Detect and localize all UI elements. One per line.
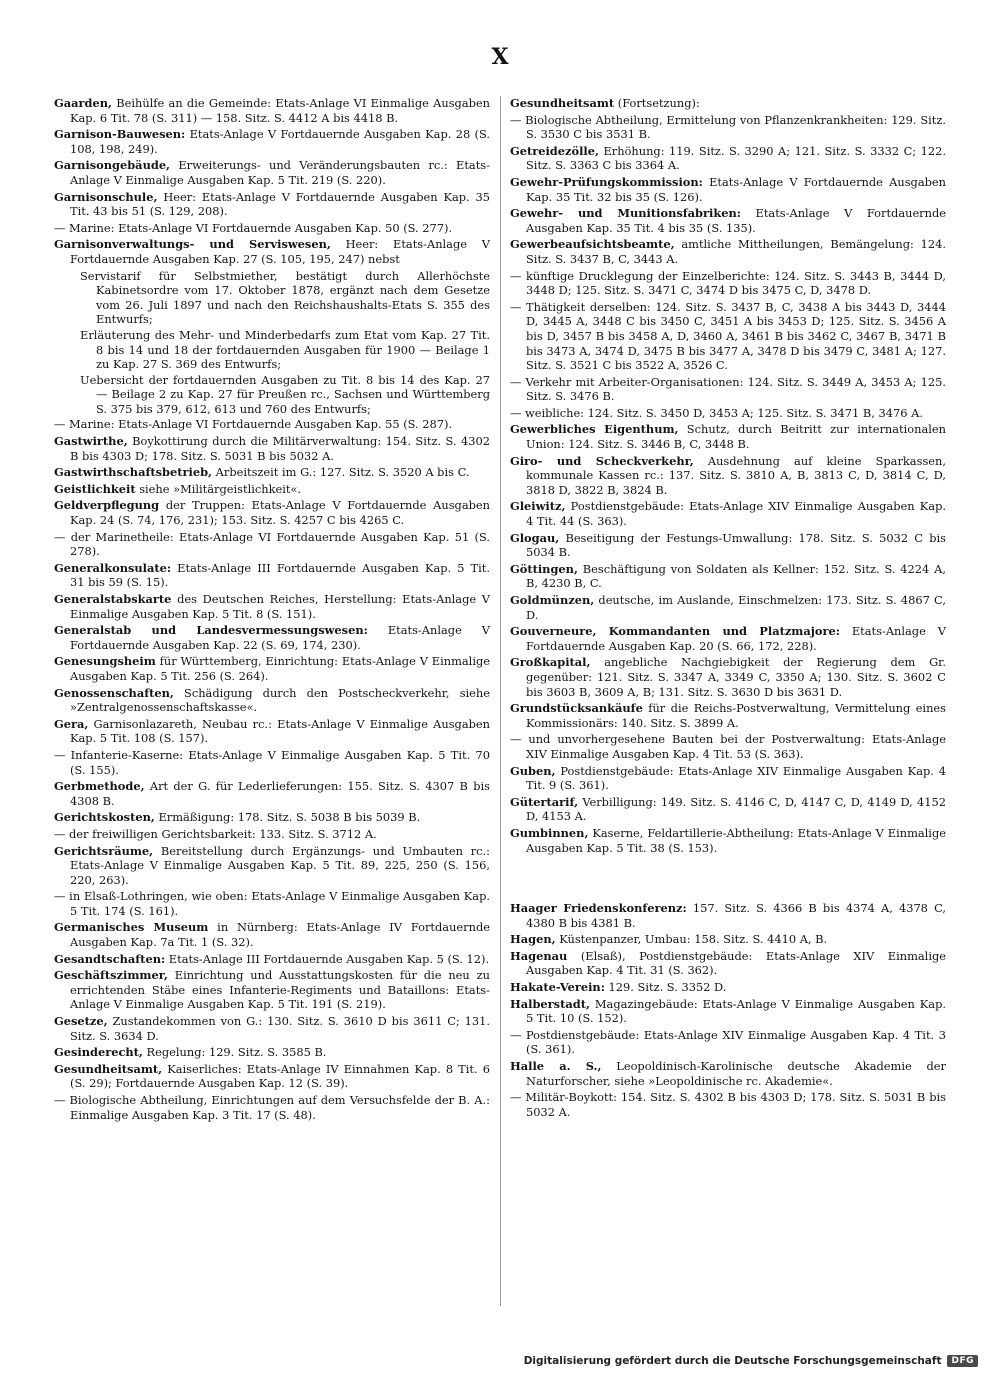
entry-text: des Deutschen Reiches, Herstellung: Etats-Anlage V Einmalige Ausgaben Kap. 5 Tit. 8 (S. 151). — [70, 592, 490, 621]
entry-headword: Geldverpflegung — [54, 498, 160, 513]
entry-text: Küstenpanzer, Umbau: 158. Sitz. S. 4410 A, B. — [555, 932, 828, 947]
entry-headword: Haager Friedenskonferenz: — [510, 901, 687, 916]
entry-text: Erläuterung des Mehr- und Minderbedarfs zum Etat vom Kap. 27 Tit. 8 bis 14 und 18 der fortdauernden Ausgaben für 1900 — Beilage 1 zu Kap. 27 S. 369 des Entwurfs; — [80, 327, 490, 372]
index-entry — [54, 654, 490, 683]
index-entry — [54, 748, 490, 777]
entry-text: Ausdehnung auf kleine Sparkassen, kommunale Kassen rc.: 137. Sitz. S. 3810 A, B, 3813 C, D, 3814 C, D, 3818 D, 3822 B, 3824 B. — [526, 453, 946, 497]
entry-text: — Verkehr mit Arbeiter-Organisationen: 124. Sitz. S. 3449 A, 3453 A; 125. Sitz. S. 3476 B. — [510, 374, 946, 404]
entry-headword: Geschäftszimmer, — [54, 968, 168, 983]
entry-headword: Gumbinnen, — [510, 825, 589, 840]
entry-headword: Hagen, — [510, 932, 556, 947]
index-entry — [510, 96, 946, 111]
entry-headword: Generalkonsulate: — [54, 560, 172, 575]
column-divider — [500, 96, 501, 1306]
page-letter: X — [491, 44, 509, 70]
entry-text: — Biologische Abtheilung, Einrichtungen auf dem Versuchsfelde der B. A.: Einmalige Ausgaben Kap. 3 Tit. 17 (S. 48). — [54, 1093, 490, 1122]
index-entry — [54, 127, 490, 156]
index-entry — [510, 454, 946, 498]
entry-text: Servistarif für Selbstmiether, bestätigt durch Allerhöchste Kabinetsordre vom 17. Oktober 1878, ergänzt nach dem Gesetze vom 26. Juli 1897 und nach den Reichshaushalts-Etats S. 355 des Entwurfs; — [80, 268, 490, 327]
entry-text: — weibliche: 124. Sitz. S. 3450 D, 3453 A; 125. Sitz. S. 3471 B, 3476 A. — [510, 405, 923, 420]
index-entry — [54, 779, 490, 808]
index-entry — [54, 269, 490, 327]
index-entry — [54, 1045, 490, 1060]
entry-text: Zustandekommen von G.: 130. Sitz. S. 3610 D bis 3611 C; 131. Sitz. S. 3634 D. — [70, 1014, 490, 1043]
entry-text: Leopoldinisch-Karolinische deutsche Akademie der Naturforscher, siehe »Leopoldinische rc. Akademie«. — [526, 1059, 946, 1088]
entry-text: siehe »Militärgeistlichkeit«. — [135, 481, 302, 496]
index-entry — [510, 826, 946, 855]
index-entry — [510, 624, 946, 653]
entry-text: Etats-Anlage III Fortdauernde Ausgaben Kap. 5 (S. 12). — [165, 951, 490, 966]
entry-text: — der freiwilligen Gerichtsbarkeit: 133. Sitz. S. 3712 A. — [54, 826, 377, 841]
index-column-right — [510, 96, 946, 1121]
entry-headword: Hagenau — [510, 948, 568, 963]
entry-headword: Genesungsheim — [54, 654, 156, 669]
index-entry — [510, 732, 946, 761]
entry-text: für die Reichs-Postverwaltung, Vermittelung eines Kommissionärs: 140. Sitz. S. 3899 A. — [526, 701, 946, 730]
entry-headword: Gerichtskosten, — [54, 810, 155, 825]
index-entry — [54, 623, 490, 652]
entry-headword: Grundstücksankäufe — [510, 701, 643, 716]
entry-headword: Gastwirthe, — [54, 434, 128, 449]
entry-headword: Gerbmethode, — [54, 779, 145, 794]
entry-text: — und unvorhergesehene Bauten bei der Postverwaltung: Etats-Anlage XIV Einmalige Ausgaben Kap. 4 Tit. 53 (S. 363). — [510, 732, 946, 761]
entry-text: — Thätigkeit derselben: 124. Sitz. S. 3437 B, C, 3438 A bis 3443 D, 3444 D, 3445 A, 3448 C bis 3450 C, 3451 A bis 3453 D; 125. Sitz. S. 3456 A bis D, 3457 B bis 3458 A, D, 3460 A, 3461 B bis 3462 C, 3467 B, 3471 B bis 3473 A, 3474 D, 3475 B bis 3477 A, 3478 D bis 3479 C, 3481 A; 127. Sitz. S. 3521 C bis 3522 A, 3526 C. — [510, 299, 946, 373]
letter-gap — [510, 857, 946, 901]
index-entry — [54, 465, 490, 480]
entry-headword: Goldmünzen, — [510, 593, 595, 607]
entry-text: — Militär-Boykott: 154. Sitz. S. 4302 B bis 4303 D; 178. Sitz. S. 5031 B bis 5032 A. — [510, 1090, 946, 1119]
entry-text: für Württemberg, Einrichtung: Etats-Anlage V Einmalige Ausgaben Kap. 5 Tit. 256 (S. 264). — [70, 654, 490, 683]
entry-text: Magazingebäude: Etats-Anlage V Einmalige Ausgaben Kap. 5 Tit. 10 (S. 152). — [526, 996, 946, 1026]
entry-text: angebliche Nachgiebigkeit der Regierung dem Gr. gegenüber: 121. Sitz. S. 3347 A, 3349 C, 3350 A; 130. Sitz. S. 3602 C bis 3603 B, 3609 A, B; 131. Sitz. S. 3630 D bis 3631 D. — [526, 655, 946, 699]
index-entry — [54, 328, 490, 372]
entry-headword: Generalstabskarte — [54, 592, 172, 606]
index-entry — [510, 901, 946, 930]
index-entry — [510, 175, 946, 204]
entry-text: Art der G. für Lederlieferungen: 155. Sitz. S. 4307 B bis 4308 B. — [70, 779, 490, 808]
index-entry — [510, 980, 946, 995]
entry-text: — Infanterie-Kaserne: Etats-Anlage V Einmalige Ausgaben Kap. 5 Tit. 70 (S. 155). — [54, 747, 490, 777]
index-entry — [510, 997, 946, 1026]
index-entry — [510, 237, 946, 266]
entry-text: Erhöhung: 119. Sitz. S. 3290 A; 121. Sitz. S. 3332 C; 122. Sitz. S. 3363 C bis 3364 A. — [526, 143, 946, 173]
entry-text: Arbeitszeit im G.: 127. Sitz. S. 3520 A bis C. — [212, 465, 470, 480]
index-entry — [54, 592, 490, 621]
entry-text: Etats-Anlage V Fortdauernde Ausgaben Kap. 20 (S. 66, 172, 228). — [526, 624, 947, 653]
entry-headword: Gesundheitsamt, — [54, 1061, 163, 1076]
index-entry — [510, 1028, 946, 1057]
index-entry — [510, 113, 946, 142]
index-entry — [510, 655, 946, 699]
entry-text: der Truppen: Etats-Anlage V Fortdauernde Ausgaben Kap. 24 (S. 74, 176, 231); 153. Sitz. S. 4257 C bis 4265 C. — [70, 498, 490, 528]
index-entry — [54, 96, 490, 125]
entry-headword: Garnison-Bauwesen: — [54, 127, 186, 142]
entry-headword: Guben, — [510, 763, 556, 778]
entry-text: (Fortsetzung): — [614, 96, 700, 110]
index-entry — [54, 920, 490, 949]
index-entry — [54, 844, 490, 888]
entry-text: Einrichtung und Ausstattungskosten für die neu zu errichtenden Stäbe eines Infanterie-Regiments und Bataillons: Etats-Anlage V Einmalige Ausgaben Kap. 5 Tit. 191 (S. 219). — [70, 968, 490, 1012]
index-entry — [510, 300, 946, 373]
index-entry — [510, 1059, 946, 1088]
entry-text: Etats-Anlage V Fortdauernde Ausgaben Kap. 35 Tit. 4 bis 35 (S. 135). — [526, 206, 946, 235]
index-entry — [54, 1062, 490, 1091]
entry-headword: Generalstab und Landesvermessungswesen: — [54, 623, 368, 638]
entry-headword: Großkapital, — [510, 655, 591, 670]
entry-headword: Gesetze, — [54, 1014, 108, 1029]
index-entry — [54, 237, 490, 266]
entry-headword: Garnisonschule, — [54, 189, 158, 204]
index-entry — [510, 531, 946, 560]
entry-text: — der Marinetheile: Etats-Anlage VI Fortdauernde Ausgaben Kap. 51 (S. 278). — [54, 529, 490, 559]
entry-headword: Halle a. S., — [510, 1059, 602, 1074]
index-entry — [54, 810, 490, 825]
index-entry — [510, 206, 946, 235]
entry-headword: Gleiwitz, — [510, 499, 566, 514]
entry-text: Regelung: 129. Sitz. S. 3585 B. — [142, 1045, 327, 1060]
index-entry — [510, 932, 946, 947]
entry-headword: Getreidezölle, — [510, 143, 599, 158]
index-entry — [54, 1093, 490, 1122]
entry-text: — Biologische Abtheilung, Ermittelung von Pflanzenkrankheiten: 129. Sitz. S. 3530 C bis 3531 B. — [510, 112, 946, 142]
footer-credit — [524, 1355, 978, 1367]
entry-text: amtliche Mittheilungen, Bemängelung: 124. Sitz. S. 3437 B, C, 3443 A. — [526, 237, 946, 266]
index-group-g-continued — [510, 96, 946, 855]
entry-text: Postdienstgebäude: Etats-Anlage XIV Einmalige Ausgaben Kap. 4 Tit. 44 (S. 363). — [526, 499, 946, 529]
entry-headword: Gewerbeaufsichtsbeamte, — [510, 237, 675, 252]
entry-headword: Garnisongebäude, — [54, 158, 171, 173]
entry-text: Heer: Etats-Anlage V Fortdauernde Ausgaben Kap. 35 Tit. 43 bis 51 (S. 129, 208). — [70, 189, 490, 219]
entry-text: Schutz, durch Beitritt zur internationalen Union: 124. Sitz. S. 3446 B, C, 3448 B. — [526, 422, 946, 452]
dfg-logo: DFG — [947, 1355, 978, 1367]
entry-text: Kaiserliches: Etats-Anlage IV Einnahmen Kap. 8 Tit. 6 (S. 29); Fortdauernde Ausgaben Kap. 12 (S. 39). — [70, 1061, 490, 1091]
entry-headword: Gesundheitsamt — [510, 96, 615, 110]
entry-headword: Glogau, — [510, 530, 560, 545]
entry-headword: Halberstadt, — [510, 996, 590, 1011]
index-entry — [510, 1090, 946, 1119]
entry-headword: Gouverneure, Kommandanten und Platzmajore: — [510, 624, 840, 639]
entry-text: — Postdienstgebäude: Etats-Anlage XIV Einmalige Ausgaben Kap. 4 Tit. 3 (S. 361). — [510, 1027, 946, 1057]
entry-headword: Gera, — [54, 716, 89, 731]
entry-headword: Gewerbliches Eigenthum, — [510, 422, 679, 437]
index-entry — [510, 422, 946, 451]
index-entry — [54, 686, 490, 715]
entry-text: in Nürnberg: Etats-Anlage IV Fortdauernde Ausgaben Kap. 7a Tit. 1 (S. 32). — [70, 920, 490, 950]
entry-text: Etats-Anlage V Fortdauernde Ausgaben Kap. 35 Tit. 32 bis 35 (S. 126). — [526, 174, 946, 204]
index-entry — [510, 593, 946, 622]
index-entry — [510, 795, 946, 824]
entry-headword: Germanisches Museum — [54, 920, 209, 935]
index-entry — [510, 269, 946, 298]
index-entry — [510, 499, 946, 528]
index-entry — [54, 1014, 490, 1043]
index-entry — [54, 417, 490, 432]
entry-headword: Geistlichkeit — [54, 481, 136, 496]
index-entry — [54, 968, 490, 1012]
index-group-h — [510, 901, 946, 1119]
entry-headword: Gaarden, — [54, 96, 112, 110]
index-entry — [510, 701, 946, 730]
entry-text: — künftige Drucklegung der Einzelberichte: 124. Sitz. S. 3443 B, 3444 D, 3448 D; 125. Sitz. S. 3471 C, 3474 D bis 3475 C, D, 3478 D. — [510, 268, 946, 298]
entry-text: Verbilligung: 149. Sitz. S. 4146 C, D, 4147 C, D, 4149 D, 4152 D, 4153 A. — [526, 794, 946, 824]
index-entry — [54, 561, 490, 590]
index-entry — [510, 406, 946, 421]
index-entry — [54, 373, 490, 417]
index-entry — [54, 482, 490, 497]
entry-text: — Marine: Etats-Anlage VI Fortdauernde Ausgaben Kap. 50 (S. 277). — [54, 220, 453, 235]
entry-text: Boykottirung durch die Militärverwaltung: 154. Sitz. S. 4302 B bis 4303 D; 178. Sitz. S. 5031 B bis 5032 A. — [70, 434, 490, 463]
index-entry — [54, 717, 490, 746]
entry-text: deutsche, im Auslande, Einschmelzen: 173. Sitz. S. 4867 C, D. — [526, 593, 946, 622]
index-entry — [54, 889, 490, 918]
index-entry — [510, 949, 946, 978]
entry-headword: Giro- und Scheckverkehr, — [510, 453, 694, 468]
index-entry — [510, 764, 946, 793]
entry-headword: Gewehr- und Munitionsfabriken: — [510, 206, 741, 221]
entry-headword: Gastwirthschaftsbetrieb, — [54, 465, 213, 480]
index-entry — [54, 530, 490, 559]
index-entry — [54, 221, 490, 236]
entry-text: Etats-Anlage V Fortdauernde Ausgaben Kap. 22 (S. 69, 174, 230). — [70, 623, 491, 652]
entry-headword: Gerichtsräume, — [54, 843, 154, 858]
entry-text: Etats-Anlage V Fortdauernde Ausgaben Kap. 28 (S. 108, 198, 249). — [70, 127, 490, 156]
entry-headword: Genossenschaften, — [54, 685, 174, 700]
entry-text: Beihülfe an die Gemeinde: Etats-Anlage VI Einmalige Ausgaben Kap. 6 Tit. 78 (S. 311) — 158. Sitz. S. 4412 A bis 4418 B. — [70, 96, 490, 125]
entry-text: Kaserne, Feldartillerie-Abtheilung: Etats-Anlage V Einmalige Ausgaben Kap. 5 Tit. 38 (S. 153). — [526, 825, 946, 855]
index-entry — [54, 158, 490, 187]
index-entry — [54, 827, 490, 842]
entry-text: Beseitigung der Festungs-Umwallung: 178. Sitz. S. 5032 C bis 5034 B. — [526, 530, 946, 560]
entry-text: 129. Sitz. S. 3352 D. — [604, 980, 727, 995]
entry-text: Schädigung durch den Postscheckverkehr, siehe »Zentralgenossenschaftskasse«. — [70, 685, 490, 715]
index-entry — [54, 434, 490, 463]
index-entry — [510, 375, 946, 404]
entry-headword: Gesinderecht, — [54, 1045, 143, 1060]
entry-headword: Garnisonverwaltungs- und Serviswesen, — [54, 237, 331, 252]
entry-text: Ermäßigung: 178. Sitz. S. 5038 B bis 5039 B. — [154, 810, 421, 825]
entry-text: Etats-Anlage III Fortdauernde Ausgaben Kap. 5 Tit. 31 bis 59 (S. 15). — [70, 560, 490, 590]
entry-headword: Gütertarif, — [510, 794, 579, 809]
entry-headword: Hakate-Verein: — [510, 980, 605, 995]
entry-text: 157. Sitz. S. 4366 B bis 4374 A, 4378 C, 4380 B bis 4381 B. — [526, 901, 946, 930]
index-entry — [510, 144, 946, 173]
index-entry — [54, 952, 490, 967]
entry-text: Beschäftigung von Soldaten als Kellner: 152. Sitz. S. 4224 A, B, 4230 B, C. — [526, 561, 946, 591]
entry-headword: Göttingen, — [510, 561, 578, 576]
entry-text: Uebersicht der fortdauernden Ausgaben zu Tit. 8 bis 14 des Kap. 27 — Beilage 2 zu Kap. 27 für Preußen rc., Sachsen und Württemberg S. 375 bis 379, 612, 613 und 760 des Entwurfs; — [80, 372, 490, 416]
entry-text: (Elsaß), Postdienstgebäude: Etats-Anlage XIV Einmalige Ausgaben Kap. 4 Tit. 31 (S. 362). — [526, 948, 946, 978]
entry-text: Erweiterungs- und Veränderungsbauten rc.: Etats-Anlage V Einmalige Ausgaben Kap. 5 Tit. 219 (S. 220). — [70, 158, 490, 187]
footer-text: Digitalisierung gefördert durch die Deutsche Forschungsgemeinschaft — [523, 1355, 942, 1367]
entry-text: — in Elsaß-Lothringen, wie oben: Etats-Anlage V Einmalige Ausgaben Kap. 5 Tit. 174 (S. 161). — [54, 889, 490, 918]
entry-text: Bereitstellung durch Ergänzungs- und Umbauten rc.: Etats-Anlage V Einmalige Ausgaben Kap. 5 Tit. 89, 225, 250 (S. 156, 220, 263). — [70, 843, 490, 887]
entry-headword: Gewehr-Prüfungskommission: — [510, 174, 703, 189]
entry-text: — Marine: Etats-Anlage VI Fortdauernde Ausgaben Kap. 55 (S. 287). — [54, 417, 453, 432]
index-entry — [54, 498, 490, 527]
entry-text: Garnisonlazareth, Neubau rc.: Etats-Anlage V Einmalige Ausgaben Kap. 5 Tit. 108 (S. 157). — [70, 716, 490, 746]
entry-text: Heer: Etats-Anlage V Fortdauernde Ausgaben Kap. 27 (S. 105, 195, 247) nebst — [70, 237, 490, 266]
index-entry — [510, 562, 946, 591]
entry-text: Postdienstgebäude: Etats-Anlage XIV Einmalige Ausgaben Kap. 4 Tit. 9 (S. 361). — [526, 763, 946, 793]
entry-headword: Gesandtschaften: — [54, 951, 166, 966]
index-entry — [54, 190, 490, 219]
index-column-left — [54, 96, 490, 1124]
